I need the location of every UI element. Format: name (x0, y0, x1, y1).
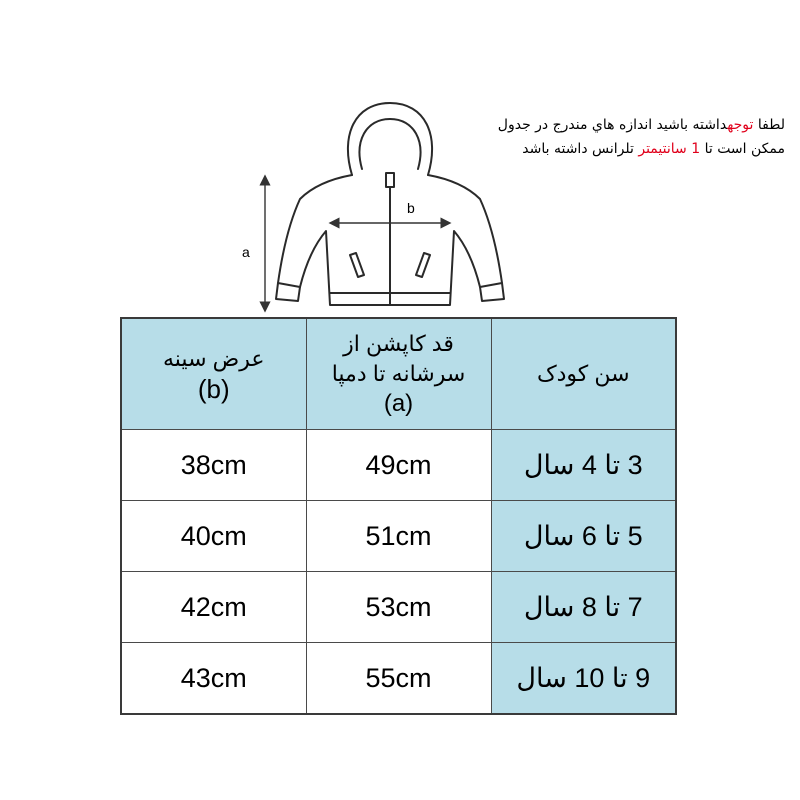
note-line-1: لطفا توجهداشته باشید اندازه هاي مندرج در جدول (497, 117, 785, 133)
cell-age: 5 تا 6 سال (491, 501, 676, 572)
note-highlight-attention: توجه (727, 117, 754, 133)
table-header-row (121, 318, 676, 430)
header-jacket-length: قد کاپشن از سرشانه تا دمپا (a) (306, 318, 491, 430)
cell-chest: 43cm (121, 643, 306, 715)
cell-age: 7 تا 8 سال (491, 572, 676, 643)
cell-length: 49cm (306, 430, 491, 501)
tolerance-note (455, 113, 785, 161)
cell-length: 51cm (306, 501, 491, 572)
table-row (121, 501, 676, 572)
cell-length: 55cm (306, 643, 491, 715)
zipper-pull (386, 173, 394, 187)
cell-age: 3 تا 4 سال (491, 430, 676, 501)
table-row (121, 643, 676, 715)
label-a: a (242, 244, 250, 260)
header-child-age: سن کودک (491, 318, 676, 430)
note-line-2: ممکن است تا 1 سانتیمتر تلرانس داشته باشد (522, 141, 785, 157)
right-pocket (416, 253, 430, 277)
cell-length: 53cm (306, 572, 491, 643)
table-row (121, 430, 676, 501)
note-highlight-tolerance: 1 سانتیمتر (638, 141, 701, 157)
table-row (121, 572, 676, 643)
cell-age: 9 تا 10 سال (491, 643, 676, 715)
left-pocket (350, 253, 364, 277)
cell-chest: 40cm (121, 501, 306, 572)
label-b: b (407, 200, 415, 216)
size-table (120, 317, 677, 715)
cell-chest: 38cm (121, 430, 306, 501)
header-chest-width: عرض سینه (b) (121, 318, 306, 430)
hood-inner (360, 119, 421, 169)
cell-chest: 42cm (121, 572, 306, 643)
